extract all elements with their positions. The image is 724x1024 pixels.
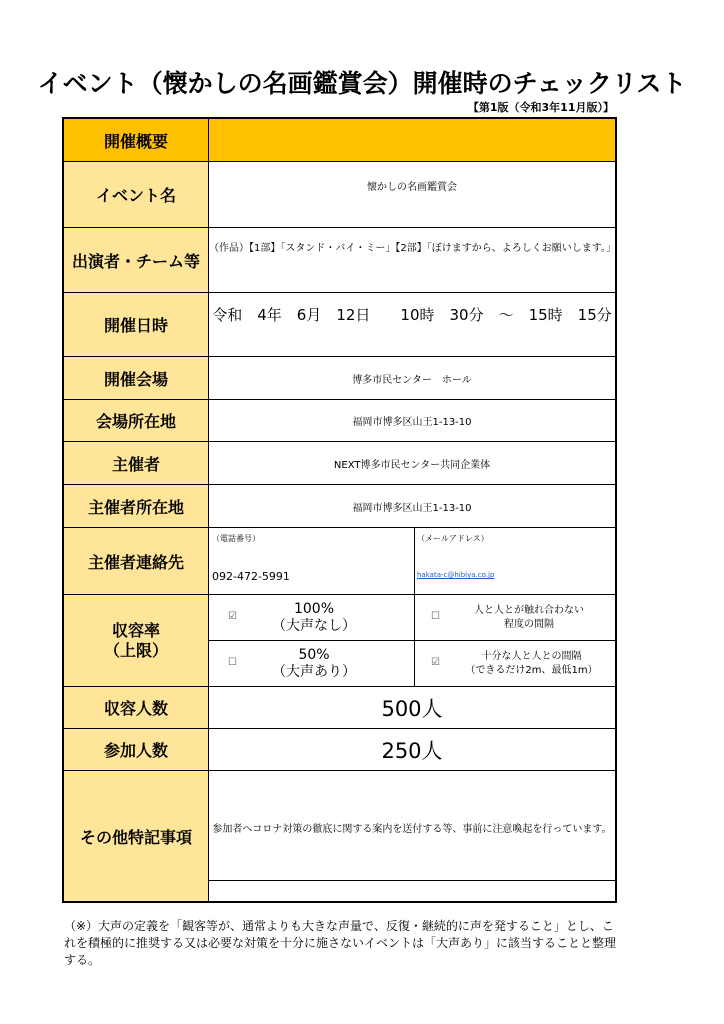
performers-value[interactable]: （作品）【1部】「スタンド・バイ・ミー」【2部】「ぼけますから、よろしくお願いします。」	[209, 243, 616, 254]
contact-divider	[414, 528, 415, 594]
options-hdivider	[209, 640, 615, 641]
capacity-rate-options	[209, 595, 615, 686]
other-value[interactable]: 参加者へコロナ対策の徹底に関する案内を送付する等、事前に注意喚起を行っています。	[212, 824, 612, 835]
edition-label: 【第1版（令和3年11月版）】	[467, 101, 614, 114]
checkbox-50[interactable]: ☐	[228, 657, 237, 668]
overview-header-fill	[209, 119, 615, 161]
venue-row	[64, 357, 615, 400]
option-100-label: 100% （大声なし）	[272, 601, 356, 634]
datetime-row	[64, 293, 615, 357]
capacity-rate-row	[64, 595, 615, 687]
page-title: イベント（懐かしの名画鑑賞会）開催時のチェックリスト	[37, 69, 687, 98]
checklist-form	[62, 117, 617, 903]
attendees-value[interactable]: 250人	[381, 738, 443, 763]
footnote: （※）大声の定義を「観客等が、通常よりも大きな声量で、反復・継続的に声を発すること」とし、これを積極的に推奨する又は必要な対策を十分に施さないイベントは「大声あり」に該当することと整理する。	[64, 919, 617, 967]
organizer-address-label: 主催者所在地	[64, 485, 209, 527]
capacity-row	[64, 687, 615, 729]
attendees-label: 参加人数	[64, 729, 209, 770]
overview-header: 開催概要	[64, 119, 209, 161]
contact-values	[209, 528, 615, 594]
organizer-row	[64, 442, 615, 485]
event-name-value[interactable]: 懐かしの名画鑑賞会	[367, 182, 457, 193]
overview-row	[64, 119, 615, 162]
venue-address-value[interactable]: 福岡市博多区山王1-13-10	[352, 417, 472, 428]
venue-address-label: 会場所在地	[64, 400, 209, 441]
venue-label: 開催会場	[64, 357, 209, 399]
venue-value[interactable]: 博多市民センター ホール	[352, 374, 472, 386]
other-label: その他特記事項	[64, 771, 209, 901]
event-name-row	[64, 162, 615, 228]
other-divider	[209, 880, 615, 881]
organizer-address-row	[64, 485, 615, 528]
capacity-label: 収容人数	[64, 687, 209, 728]
organizer-label: 主催者	[64, 442, 209, 484]
checkbox-no-contact[interactable]: ☐	[431, 611, 440, 622]
option-50-label: 50% （大声あり）	[272, 647, 356, 680]
capacity-rate-label: 収容率 （上限）	[64, 595, 209, 686]
phone-value[interactable]: 092-472-5991	[212, 570, 290, 583]
organizer-value[interactable]: NEXT博多市民センター共同企業体	[333, 459, 491, 471]
venue-address-row	[64, 400, 615, 442]
email-caption: （メールアドレス）	[417, 534, 489, 543]
attendees-row	[64, 729, 615, 771]
contact-label: 主催者連絡先	[64, 528, 209, 594]
datetime-value[interactable]: 令和 4年 6月 12日 10時 30分 ～ 15時 15分	[212, 306, 612, 324]
email-link[interactable]: hakata-c@hibiya.co.jp	[417, 571, 495, 579]
other-row	[64, 771, 615, 901]
performers-row	[64, 228, 615, 293]
capacity-value[interactable]: 500人	[381, 696, 443, 721]
checkbox-100-checked[interactable]: ☑	[228, 611, 237, 622]
option-no-contact-label: 人と人とが触れ合わない 程度の間隔	[474, 605, 584, 630]
datetime-label: 開催日時	[64, 293, 209, 356]
option-distance-label: 十分な人と人との間隔 （できるだけ2m、最低1m）	[465, 651, 598, 676]
performers-label: 出演者・チーム等	[64, 228, 209, 292]
other-values	[209, 771, 615, 901]
contact-row	[64, 528, 615, 595]
phone-caption: （電話番号）	[212, 534, 260, 543]
event-name-label: イベント名	[64, 162, 209, 227]
organizer-address-value[interactable]: 福岡市博多区山王1-13-10	[352, 502, 472, 514]
checkbox-distance-checked[interactable]: ☑	[431, 657, 440, 668]
